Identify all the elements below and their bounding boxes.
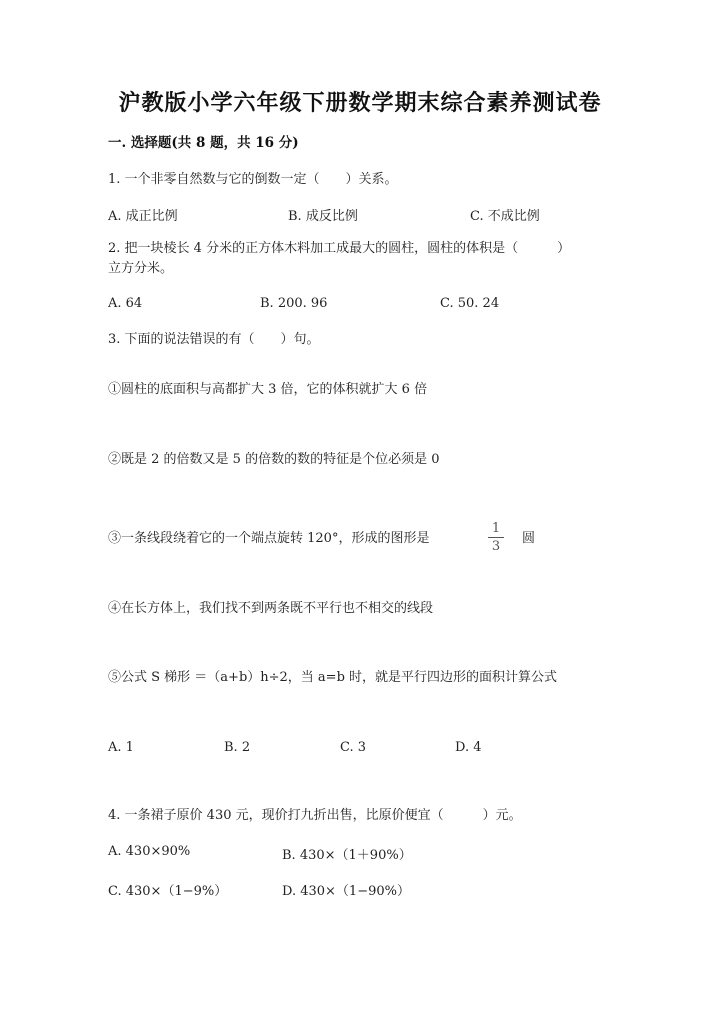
q2-option-a: A. 64 [108,296,143,311]
q3-statement-5: ⑤公式 S 梯形 ＝（a+b）h÷2，当 a=b 时，就是平行四边形的面积计算公式 [108,670,558,685]
q1-option-c: C. 不成比例 [470,209,540,224]
q3-fraction [488,521,504,554]
fraction-denominator: 3 [491,539,501,554]
q3-option-a: A. 1 [108,740,134,755]
q1-option-b: B. 成反比例 [288,209,358,224]
q3-statement-3-suffix: 圆 [522,531,536,546]
q3-option-d: D. 4 [455,740,482,755]
question-1-text: 1. 一个非零自然数与它的倒数一定（ ）关系。 [108,172,398,187]
q3-statement-3: ③一条线段绕着它的一个端点旋转 120°，形成的图形是 [108,531,430,546]
q4-option-c: C. 430×（1−9%） [108,884,228,899]
q2-option-b: B. 200. 96 [260,296,328,311]
q3-statement-1: ①圆柱的底面积与高都扩大 3 倍，它的体积就扩大 6 倍 [108,382,428,397]
q3-option-c: C. 3 [340,740,367,755]
q3-option-b: B. 2 [224,740,251,755]
q4-option-b: B. 430×（1＋90%） [282,848,412,863]
question-3-text: 3. 下面的说法错误的有（ ）句。 [108,332,320,347]
question-2-text-line2: 立方分米。 [108,261,174,276]
q3-statement-4: ④在长方体上，我们找不到两条既不平行也不相交的线段 [108,601,434,616]
fraction-bar [488,537,504,538]
section-heading: 一. 选择题(共 8 题，共 16 分) [108,135,299,151]
q4-option-a: A. 430×90% [108,844,191,859]
page-title: 沪教版小学六年级下册数学期末综合素养测试卷 [118,90,602,116]
q4-option-d: D. 430×（1−90%） [282,884,410,899]
q1-option-a: A. 成正比例 [108,209,178,224]
fraction-numerator: 1 [491,521,501,536]
q2-option-c: C. 50. 24 [440,296,500,311]
question-2-text-line1: 2. 把一块棱长 4 分米的正方体木料加工成最大的圆柱，圆柱的体积是（ ） [108,241,571,256]
question-4-text: 4. 一条裙子原价 430 元，现价打九折出售，比原价便宜（ ）元。 [108,808,522,823]
q3-statement-2: ②既是 2 的倍数又是 5 的倍数的数的特征是个位必须是 0 [108,452,440,467]
